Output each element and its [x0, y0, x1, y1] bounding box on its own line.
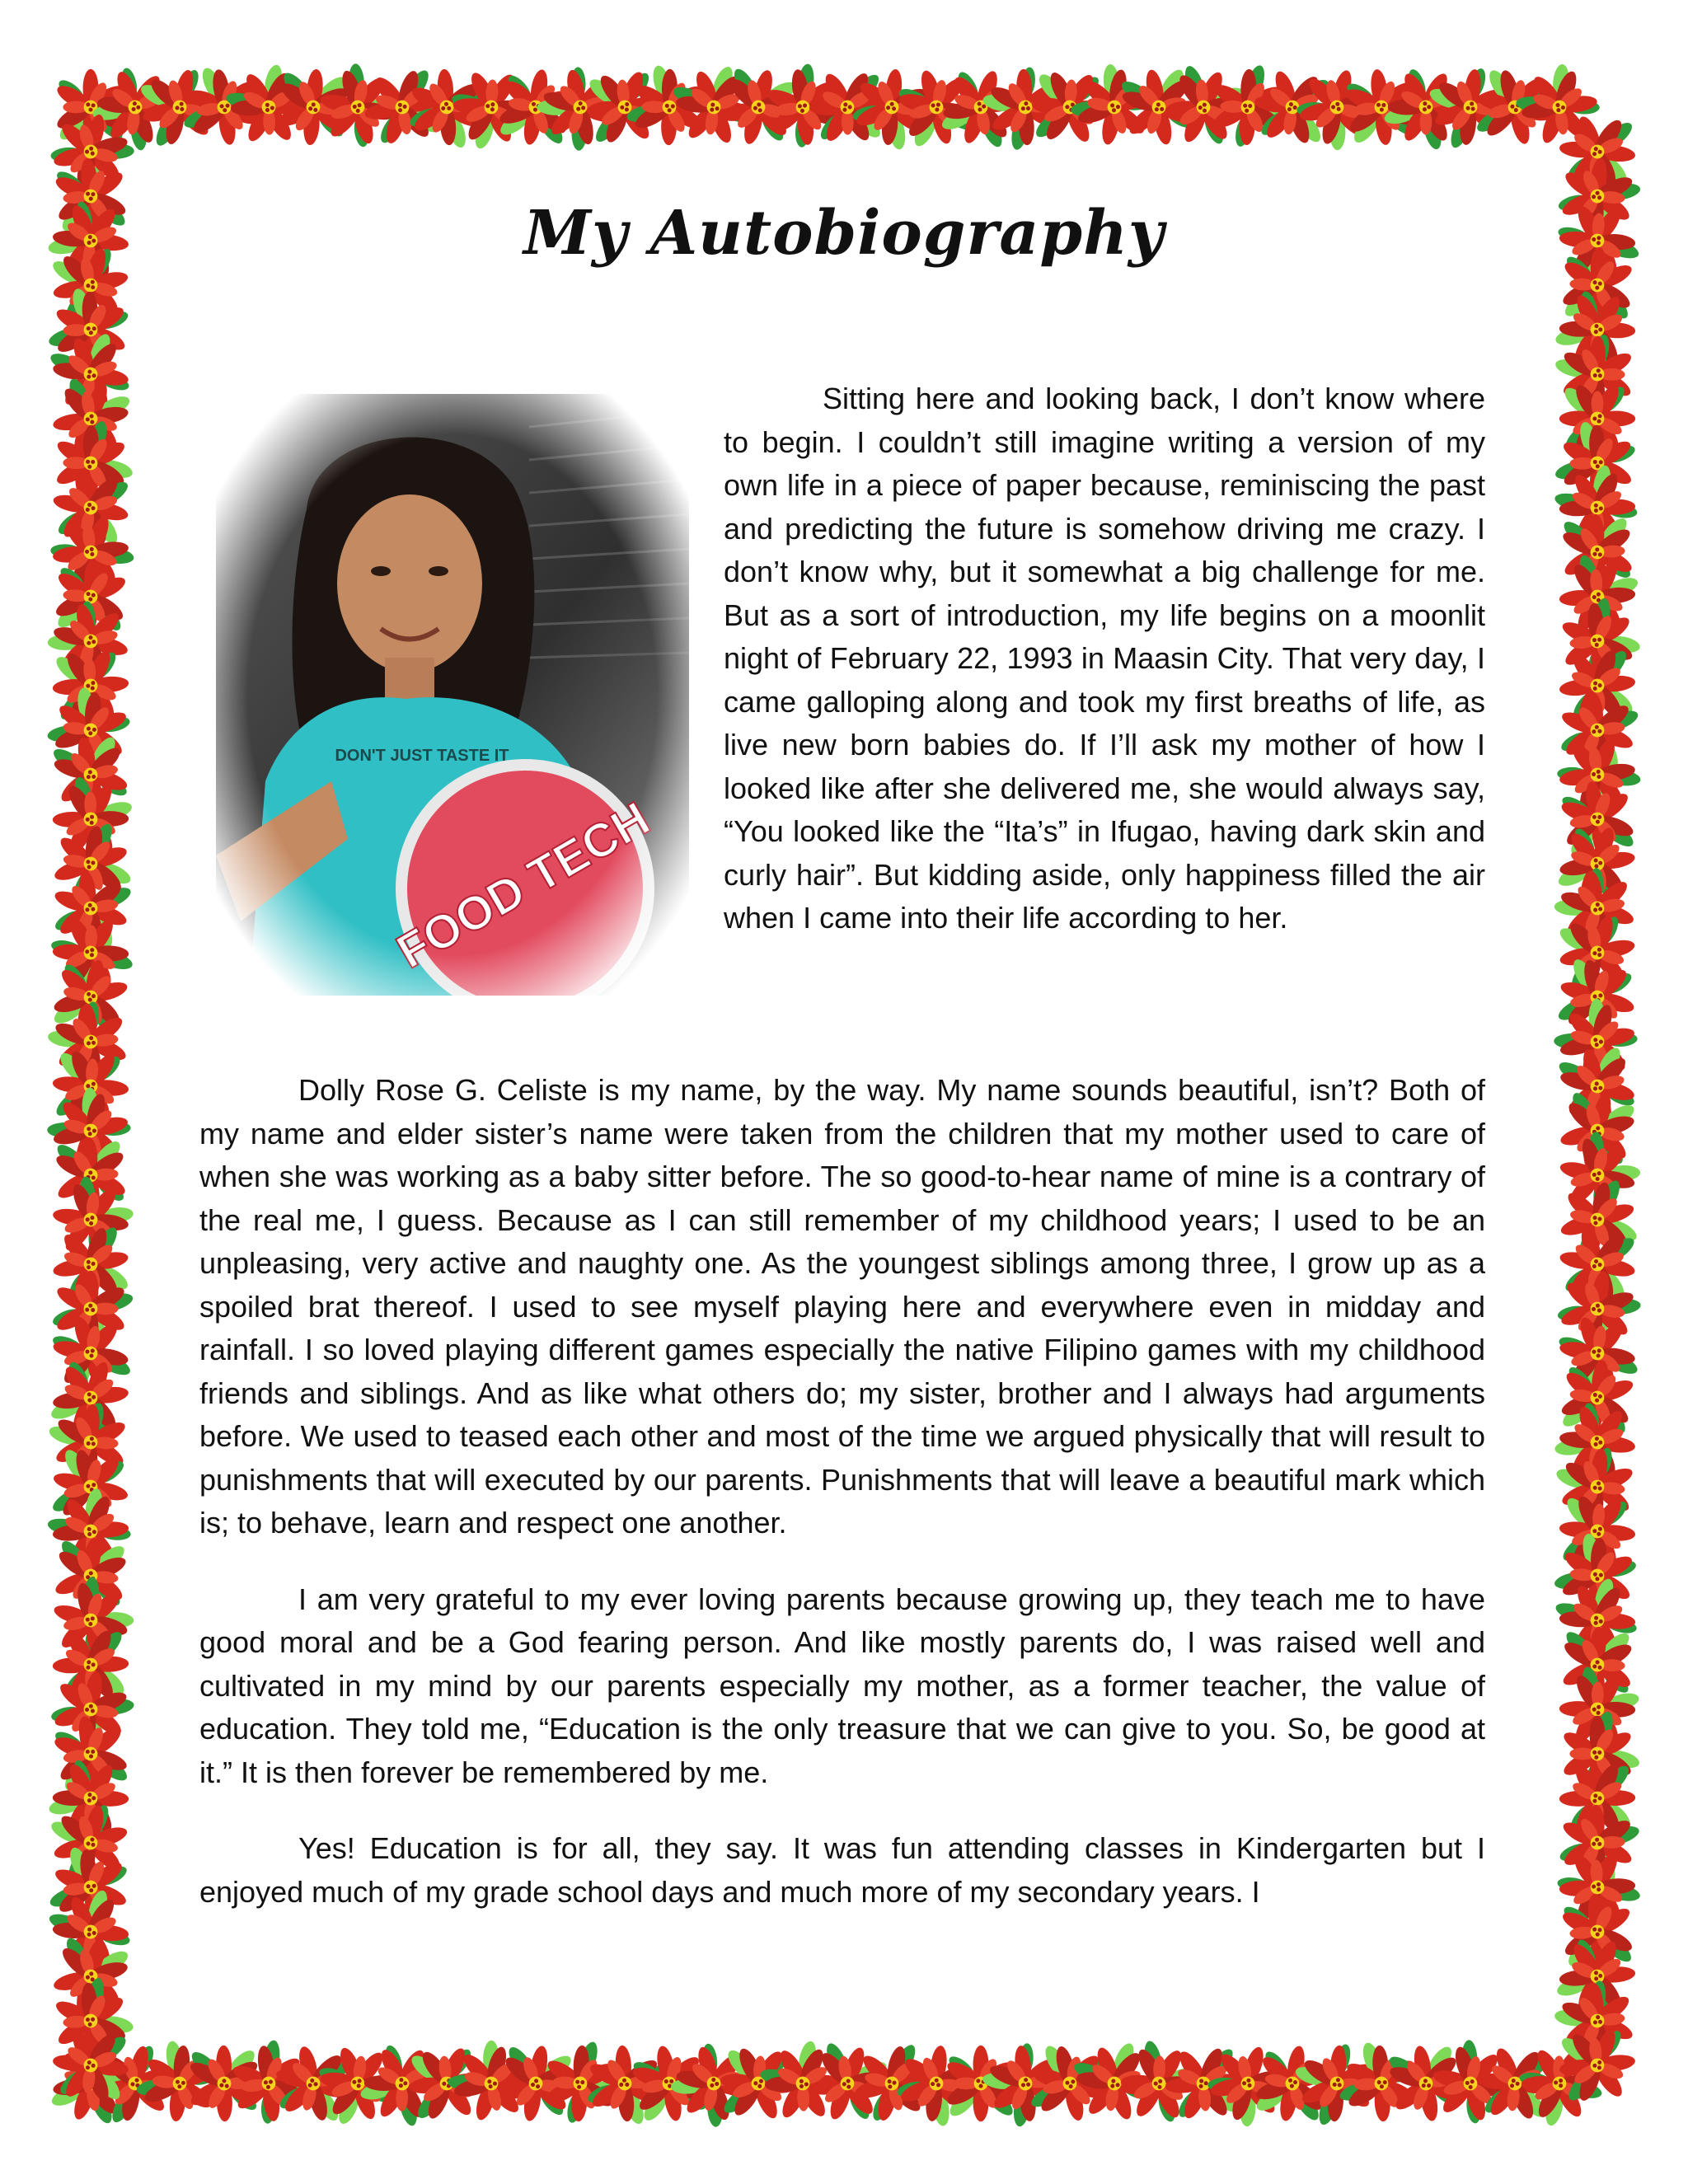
- body-paragraphs: [199, 1069, 1485, 1947]
- portrait-photo: [216, 394, 689, 996]
- paragraph-4: Yes! Education is for all, they say. It was fun attending classes in Kindergarten but I enjoyed much of my grade school days and much more of my secondary years. I: [199, 1831, 1485, 1909]
- paragraph-2: Dolly Rose G. Celiste is my name, by the way. My name sounds beautiful, isn’t? Both of my name and elder sister’s name were taken from the children that my mother used to care of when she was working as a baby sitter before. The so good-to-hear name of mine is a contrary of the real me, I guess. Because as I can still remember of my childhood years; I used to be an unpleasing, very active and naughty one. As the youngest siblings among three, I grow up as a spoiled brat thereof. I used to see myself playing here and everywhere even in midday and rainfall. I so loved playing different games especially the native Filipino games with my childhood friends and siblings. And as like what others do; my sister, brother and I always had arguments before. We used to teased each other and most of the time we argued physically that will result to punishments that will executed by our parents. Punishments that will leave a beautiful mark which is; to behave, learn and respect one another.: [199, 1073, 1485, 1540]
- page-title: My Autobiography: [523, 198, 1165, 269]
- paragraph-3: I am very grateful to my ever loving parents because growing up, they teach me to have good moral and be a God fearing person. And like mostly parents do, I was raised well and cultivated in my mind by our parents especially my mother, as a former teacher, the value of education. They told me, “Education is the only treasure that we can give to you. So, be good at it.” It is then forever be remembered by me.: [199, 1582, 1485, 1789]
- paragraph-1: Sitting here and looking back, I don’t know where to begin. I couldn’t still imagine writing a version of my own life in a piece of paper because, reminiscing the past and predicting the future is somehow driving me crazy. I don’t know why, but it somewhat a big challenge for me. But as a sort of introduction, my life begins on a moonlit night of February 22, 1993 in Maasin City. That very day, I came galloping along and took my first breaths of life, as live new born babies do. If I’ll ask my mother of how I looked like after she delivered me, she would always say, “You looked like the “Ita’s” in Ifugao, having dark skin and curly hair”. But kidding aside, only happiness filled the air when I came into their life according to her.: [724, 382, 1485, 935]
